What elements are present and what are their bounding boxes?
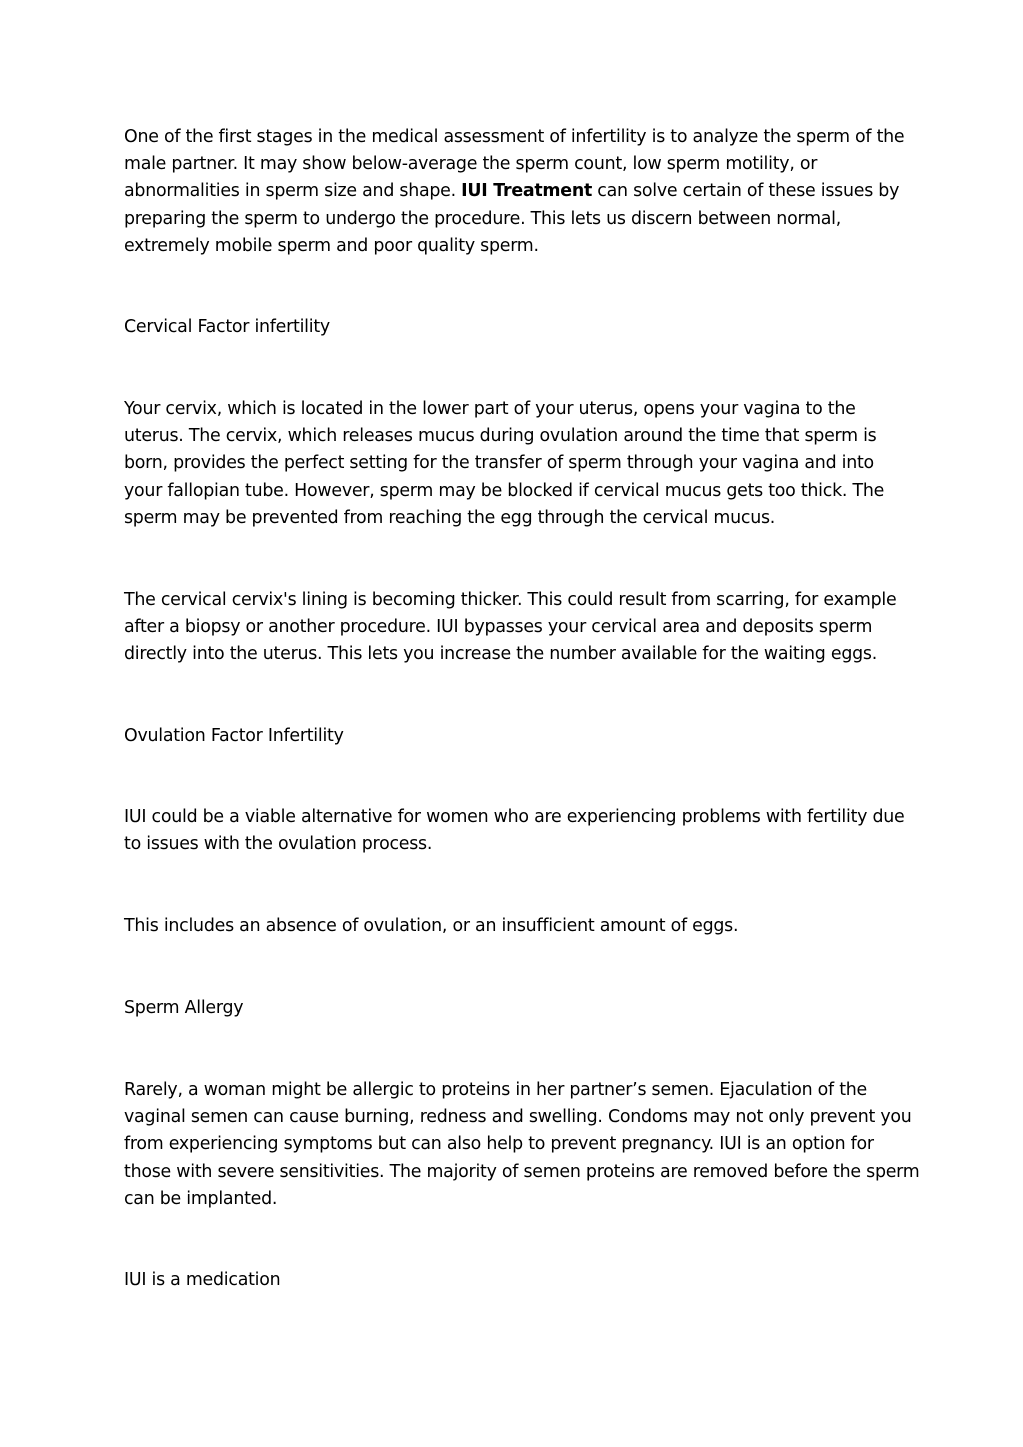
bold-keyword-iui-treatment: IUI Treatment — [461, 181, 593, 202]
paragraph-ovulation — [124, 804, 904, 858]
text-line: One of the first stages in the medical assessment of infertility is to analyze the sperm of the — [124, 127, 905, 147]
heading-ovulation-factor: Ovulation Factor Infertility — [124, 726, 344, 746]
paragraph-cervical-lining — [124, 587, 904, 669]
text-line: uterus. The cervix, which releases mucus during ovulation around the time that sperm is — [124, 426, 877, 447]
heading-sperm-allergy: Sperm Allergy — [124, 998, 244, 1018]
text-line: your fallopian tube. However, sperm may be blocked if cervical mucus gets too thick. The — [124, 480, 885, 501]
text-run: can solve certain of these issues by — [592, 181, 900, 202]
text-line: can be implanted. — [124, 1188, 278, 1209]
text-line: This includes an absence of ovulation, or an insufficient amount of eggs. — [124, 916, 739, 936]
text-line: born, provides the perfect setting for the transfer of sperm through your vagina and into — [124, 453, 874, 474]
text-line: extremely mobile sperm and poor quality sperm. — [124, 235, 539, 256]
text-line: to issues with the ovulation process. — [124, 834, 433, 855]
text-line: from experiencing symptoms but can also help to prevent pregnancy. IUI is an option for — [124, 1134, 874, 1155]
text-line: vaginal semen can cause burning, redness and swelling. Condoms may not only prevent you — [124, 1107, 912, 1128]
text-line: Rarely, a woman might be allergic to proteins in her partner’s semen. Ejaculation of the — [124, 1080, 867, 1100]
text-line: The cervical cervix's lining is becoming thicker. This could result from scarring, for example — [124, 590, 897, 610]
text-line — [124, 178, 904, 205]
paragraph-sperm-analysis — [124, 124, 904, 260]
text-line: preparing the sperm to undergo the procedure. This lets us discern between normal, — [124, 208, 842, 229]
text-line: after a biopsy or another procedure. IUI bypasses your cervical area and deposits sperm — [124, 617, 873, 638]
text-line: Your cervix, which is located in the lower part of your uterus, opens your vagina to the — [124, 399, 856, 419]
text-line: sperm may be prevented from reaching the egg through the cervical mucus. — [124, 507, 776, 528]
text-line: male partner. It may show below-average the sperm count, low sperm motility, or — [124, 154, 818, 175]
paragraph-cervix — [124, 396, 904, 532]
text-line: those with severe sensitivities. The majority of semen proteins are removed before the sperm — [124, 1161, 920, 1182]
text-line: directly into the uterus. This lets you increase the number available for the waiting eggs. — [124, 644, 877, 665]
heading-iui-medication: IUI is a medication — [124, 1270, 281, 1290]
text-run: abnormalities in sperm size and shape. — [124, 181, 462, 202]
heading-cervical-factor: Cervical Factor infertility — [124, 317, 330, 337]
paragraph-ovulation-absence — [124, 913, 904, 940]
text-line: IUI could be a viable alternative for women who are experiencing problems with fertility due — [124, 807, 905, 827]
paragraph-sperm-allergy — [124, 1077, 920, 1213]
